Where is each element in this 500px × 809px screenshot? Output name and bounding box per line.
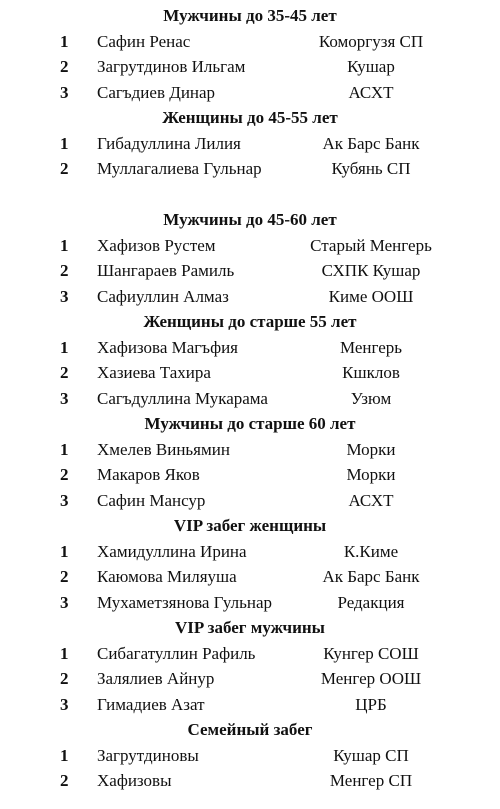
section-heading: Женщины до старше 55 лет <box>143 312 357 331</box>
result-row <box>0 156 500 182</box>
participant-name: Гимадиев Азат <box>97 694 205 714</box>
result-row <box>0 54 500 80</box>
participant-name: Мухаметзянова Гульнар <box>97 592 272 612</box>
place-number: 1 <box>60 643 69 663</box>
place-number: 2 <box>60 261 69 280</box>
section-heading: Мужчины до 45-60 лет <box>163 210 337 229</box>
place-number: 3 <box>60 490 69 510</box>
participant-organization: Менгер СП <box>329 771 413 790</box>
result-row <box>0 539 500 565</box>
participant-name: Сафиуллин Алмаз <box>97 286 229 306</box>
participant-organization: Морки <box>346 439 396 459</box>
participant-name: Хазиева Тахира <box>97 363 211 382</box>
participant-name: Хмелев Виньямин <box>97 439 230 459</box>
participant-organization: Кшклов <box>342 363 400 382</box>
section-heading: VIP забег мужчины <box>175 618 325 637</box>
result-row <box>0 437 500 463</box>
participant-organization: АСХТ <box>348 490 394 510</box>
place-number: 3 <box>60 592 69 612</box>
participant-name: Хафизовы <box>97 771 172 790</box>
place-number: 2 <box>60 159 69 178</box>
section-vip-women <box>0 513 500 615</box>
place-number: 1 <box>60 337 69 357</box>
section-heading: Семейный забег <box>187 720 313 739</box>
participant-organization: Кубянь СП <box>331 159 411 178</box>
section-heading: Мужчины до 35-45 лет <box>163 6 337 25</box>
result-row <box>0 386 500 412</box>
result-row <box>0 284 500 310</box>
participant-name: Залялиев Айнур <box>97 669 215 688</box>
participant-name: Шангараев Рамиль <box>97 261 235 280</box>
result-row <box>0 692 500 718</box>
section-heading: VIP забег женщины <box>173 516 327 535</box>
participant-name: Муллагалиева Гульнар <box>97 159 262 178</box>
result-row <box>0 666 500 692</box>
result-row <box>0 131 500 157</box>
participant-organization: Коморгузя СП <box>318 31 424 51</box>
result-row <box>0 360 500 386</box>
participant-organization: Киме ООШ <box>328 286 414 306</box>
participant-organization: СХПК Кушар <box>321 261 421 280</box>
blank-line <box>0 182 500 208</box>
participant-name: Загрутдиновы <box>97 745 199 765</box>
place-number: 1 <box>60 133 69 153</box>
place-number: 1 <box>60 541 69 561</box>
participant-organization: АСХТ <box>348 82 394 102</box>
result-row <box>0 29 500 55</box>
section-heading: Мужчины до старше 60 лет <box>144 414 356 433</box>
participant-organization: К.Киме <box>343 541 399 561</box>
participant-organization: Кунгер СОШ <box>323 643 419 663</box>
place-number: 1 <box>60 439 69 459</box>
participant-name: Каюмова Миляуша <box>97 567 237 586</box>
participant-organization: Редакция <box>337 592 405 612</box>
section-vip-men <box>0 615 500 717</box>
result-row <box>0 233 500 259</box>
section-men-35-45 <box>0 3 500 105</box>
section-heading: Женщины до 45-55 лет <box>162 108 338 127</box>
participant-name: Сафин Мансур <box>97 490 206 510</box>
participant-name: Сибагатуллин Рафиль <box>97 643 256 663</box>
result-row <box>0 768 500 794</box>
section-women-45-55 <box>0 105 500 182</box>
participant-organization: Кушар СП <box>333 745 409 765</box>
result-row <box>0 564 500 590</box>
result-row <box>0 335 500 361</box>
participant-organization: Морки <box>346 465 396 484</box>
participant-name: Сафин Ренас <box>97 31 191 51</box>
section-family-race <box>0 717 500 794</box>
results-document <box>0 3 500 794</box>
participant-organization: Менгер ООШ <box>320 669 422 688</box>
result-row <box>0 258 500 284</box>
place-number: 3 <box>60 694 69 714</box>
place-number: 2 <box>60 363 69 382</box>
participant-name: Макаров Яков <box>97 465 200 484</box>
participant-name: Хафизов Рустем <box>97 235 216 255</box>
participant-name: Загрутдинов Ильгам <box>97 57 246 76</box>
place-number: 1 <box>60 745 69 765</box>
result-row <box>0 80 500 106</box>
place-number: 3 <box>60 388 69 408</box>
place-number: 2 <box>60 567 69 586</box>
participant-organization: Ак Барс Банк <box>322 567 420 586</box>
result-row <box>0 488 500 514</box>
result-row <box>0 743 500 769</box>
section-men-45-60 <box>0 207 500 309</box>
participant-organization: Кушар <box>347 57 395 76</box>
result-row <box>0 462 500 488</box>
participant-name: Хамидуллина Ирина <box>97 541 247 561</box>
participant-organization: Менгерь <box>339 337 403 357</box>
place-number: 1 <box>60 235 69 255</box>
participant-name: Сагъдиев Динар <box>97 82 216 102</box>
section-women-over-55 <box>0 309 500 411</box>
place-number: 3 <box>60 286 69 306</box>
participant-name: Сагъдуллина Мукарама <box>97 388 268 408</box>
result-row <box>0 590 500 616</box>
place-number: 2 <box>60 771 69 790</box>
participant-organization: Старый Менгерь <box>310 235 432 255</box>
participant-organization: Узюм <box>350 388 392 408</box>
participant-organization: ЦРБ <box>355 694 387 714</box>
participant-organization: Ак Барс Банк <box>322 133 420 153</box>
result-row <box>0 641 500 667</box>
place-number: 2 <box>60 465 69 484</box>
section-men-over-60 <box>0 411 500 513</box>
participant-name: Хафизова Магъфия <box>97 337 239 357</box>
place-number: 1 <box>60 31 69 51</box>
place-number: 2 <box>60 669 69 688</box>
place-number: 3 <box>60 82 69 102</box>
place-number: 2 <box>60 57 69 76</box>
participant-name: Гибадуллина Лилия <box>97 133 241 153</box>
